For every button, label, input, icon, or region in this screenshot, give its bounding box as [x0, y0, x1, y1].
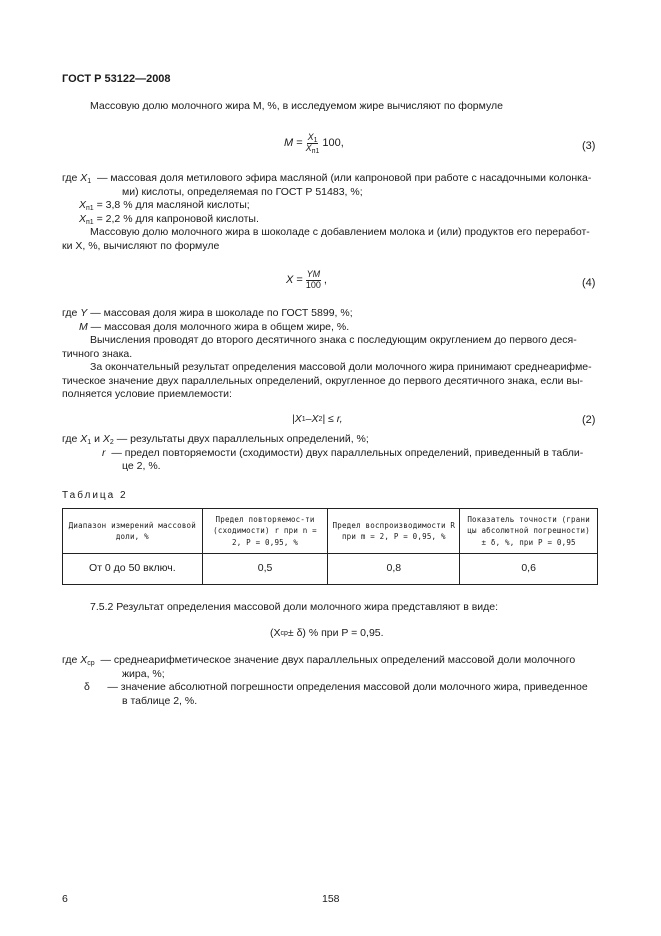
table-header-cell: Предел повторяемос-ти (сходимости) r при n = 2, P = 0,95, %: [202, 509, 328, 554]
var-x1: X: [80, 172, 88, 184]
table-header-cell: Показатель точности (грани цы абсолютной погрешности) ± δ, %, при P = 0,95: [460, 509, 598, 554]
where3-lead: где: [62, 172, 78, 184]
paragraph-chocolate: [62, 226, 600, 253]
result-open: (X: [270, 627, 281, 639]
table-header-cell: Диапазон измерений массовой доли, %: [63, 509, 203, 554]
formula4-number: (4): [582, 277, 596, 289]
para3-line2: тичного знака.: [62, 347, 133, 360]
where2-r-text: — предел повторяемости (сходимости) двух параллельных определений, приведенный в табли-: [111, 446, 584, 459]
var-y: Y: [80, 307, 88, 319]
var-xn1b: X: [79, 212, 87, 225]
var-xn1a-sub: п1: [86, 205, 94, 213]
result-rest: ± δ) % при P = 0,95.: [287, 627, 384, 639]
table-cell: 0,5: [202, 554, 328, 585]
where-block-5: [62, 654, 600, 709]
formula4-fraction: [305, 270, 322, 291]
formula2-part-a: |X: [292, 413, 302, 425]
precision-table: [62, 508, 598, 585]
table-cell: 0,8: [328, 554, 460, 585]
where5-lead: где: [62, 654, 78, 666]
var-x2: X: [102, 433, 110, 445]
section-7-5-2: 7.5.2 Результат определения массовой доли молочного жира представляют в виде:: [90, 601, 499, 613]
where5-delta-text: — значение абсолютной погрешности определения массовой доли молочного жира, приведенное: [107, 681, 588, 694]
where3-xn1b-text: = 2,2 % для капроновой кислоты.: [96, 212, 259, 225]
table-cell: 0,6: [460, 554, 598, 585]
formula4-lhs: X: [286, 274, 294, 287]
result-formula: (X ср ± δ) % при P = 0,95.: [270, 627, 384, 639]
para4-line3: полняется условие приемлемости:: [62, 388, 232, 401]
para4-line2: тическое значение двух параллельных определений, округленное до первого десятичного знака, если вы-: [62, 374, 584, 387]
formula4-num: YM: [306, 269, 321, 279]
where3-x1-text: — массовая доля метилового эфира масляной (или капроновой при работе с насадочными колонка-: [97, 172, 592, 184]
footer-section-number: 6: [62, 893, 68, 905]
where2-lead: где: [62, 433, 78, 445]
var-x1-sub: 1: [87, 178, 92, 185]
where-block-3: [62, 172, 600, 227]
formula3-den: X: [305, 142, 312, 153]
where2-x-text: — результаты двух параллельных определений, %;: [116, 433, 369, 445]
formula3-tail: 100,: [322, 137, 344, 150]
table-header-row: [63, 509, 598, 554]
formula3-lhs: M: [284, 137, 294, 150]
where4-lead: где: [62, 307, 78, 319]
table-row: [63, 554, 598, 585]
var-delta: δ: [84, 681, 90, 694]
where-block-4: [62, 307, 600, 334]
where4-y-text: — массовая доля жира в шоколаде по ГОСТ 5899, %;: [90, 307, 353, 319]
var-r: r: [102, 446, 106, 459]
formula4-den: 100: [305, 279, 321, 290]
where3-x1-cont: ми) кислоты, определяемая по ГОСТ Р 51483, %;: [122, 185, 363, 198]
where2-r-cont: це 2, %.: [122, 460, 161, 473]
paragraph-calculations: [62, 334, 600, 361]
formula2-part-c: | ≤ r,: [322, 413, 343, 425]
var-xcp: X: [80, 654, 88, 666]
var-x1b: X: [80, 433, 88, 445]
table-cell: От 0 до 50 включ.: [63, 554, 203, 585]
where-block-2: [62, 433, 600, 474]
formula-2: |X 1 –X 2 | ≤ r,: [292, 413, 343, 425]
formula4-tail: ,: [323, 274, 327, 287]
table-header-cell: Предел воспроизводимости R при m = 2, P = 0,95, %: [328, 509, 460, 554]
formula3-eq: =: [296, 137, 303, 150]
para4-line1: За окончательный результат определения массовой доли молочного жира принимают среднеарифме-: [90, 361, 592, 373]
formula3-fraction: [305, 133, 321, 154]
where2-and: и: [94, 433, 100, 445]
var-xcp-sub: ср: [87, 660, 95, 667]
var-xn1b-sub: п1: [86, 218, 94, 226]
formula2-number: (2): [582, 414, 596, 426]
var-x1b-sub: 1: [87, 439, 92, 446]
formula3-den-sub: п1: [311, 147, 320, 155]
para3-line1: Вычисления проводят до второго десятичного знака с последующим округлением до первого деся-: [90, 334, 577, 346]
var-x2-sub: 2: [109, 439, 114, 446]
table-caption: Таблица 2: [62, 490, 128, 501]
paragraph-formula3-intro: Массовую долю молочного жира M, %, в исследуемом жире вычисляют по формуле: [90, 100, 503, 112]
formula-4: [286, 270, 327, 291]
formula3-num: X: [307, 132, 314, 142]
where4-m-text: — массовая доля молочного жира в общем жире, %.: [90, 320, 350, 333]
where5-delta-cont: в таблице 2, %.: [122, 694, 198, 707]
formula-3: [284, 133, 344, 154]
where5-xcp-text: — среднеарифметическое значение двух параллельных определений массовой доли молочного: [100, 654, 576, 666]
document-header: ГОСТ Р 53122—2008: [62, 73, 171, 85]
footer-page-number: 158: [322, 893, 340, 905]
where3-xn1a-text: = 3,8 % для масляной кислоты;: [96, 199, 250, 212]
var-xn1a: X: [79, 199, 87, 212]
formula4-eq: =: [296, 274, 303, 287]
formula3-number: (3): [582, 140, 596, 152]
paragraph-final-result: [62, 361, 600, 402]
where5-xcp-cont: жира, %;: [122, 667, 165, 680]
formula3-num-sub: 1: [313, 137, 318, 144]
para2-line2: ки X, %, вычисляют по формуле: [62, 239, 220, 252]
formula2-part-b: –X: [305, 413, 319, 425]
var-m: M: [79, 320, 88, 333]
para2-line1: Массовую долю молочного жира в шоколаде с добавлением молока и (или) продуктов его переработ-: [90, 226, 590, 238]
